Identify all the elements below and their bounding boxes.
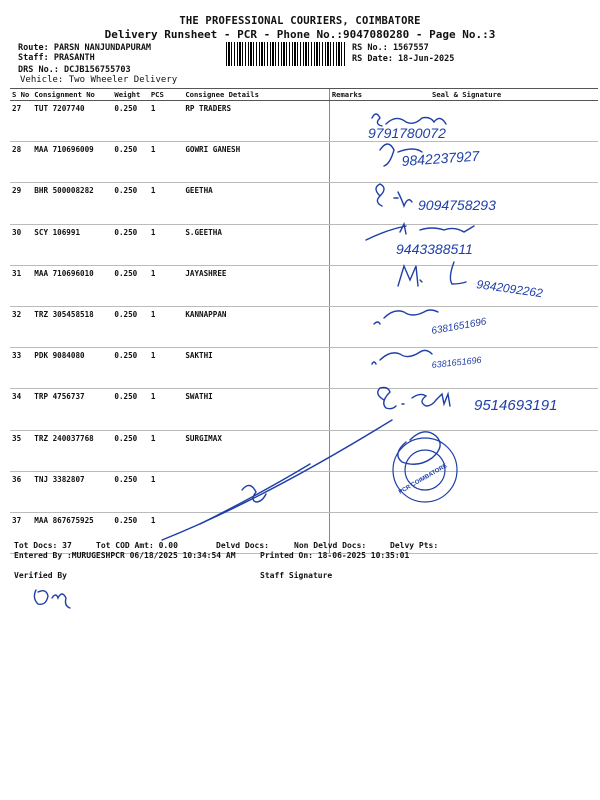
cell-remarks xyxy=(329,183,382,224)
cell-sno: 34 xyxy=(10,389,32,430)
header-consignment: Consignment No xyxy=(32,89,112,101)
cell-signature xyxy=(382,183,598,224)
runsheet-table xyxy=(10,88,598,554)
cell-consignee: SAKTHI xyxy=(183,348,329,389)
table-row xyxy=(10,306,598,347)
cell-pcs: 1 xyxy=(149,389,183,430)
company-title: THE PROFESSIONAL COURIERS, COIMBATORE xyxy=(179,15,421,27)
cell-sno: 37 xyxy=(10,512,32,553)
cell-weight: 0.250 xyxy=(112,265,148,306)
table-row xyxy=(10,183,598,224)
cell-consignment: TUT 7207740 xyxy=(32,101,112,142)
cell-sno: 35 xyxy=(10,430,32,471)
cell-pcs: 1 xyxy=(149,348,183,389)
verified-signature xyxy=(34,590,70,608)
cell-weight: 0.250 xyxy=(112,224,148,265)
rs-number: RS No.: 1567557 xyxy=(352,43,429,53)
cell-consignee: GEETHA xyxy=(183,183,329,224)
table-row xyxy=(10,224,598,265)
cell-signature xyxy=(382,306,598,347)
cell-weight: 0.250 xyxy=(112,306,148,347)
handwritten-phone-28: 9842237927 xyxy=(401,147,480,169)
cell-weight: 0.250 xyxy=(112,430,148,471)
cell-weight: 0.250 xyxy=(112,512,148,553)
header-sno: S No xyxy=(10,89,32,101)
table-row xyxy=(10,389,598,430)
cell-remarks xyxy=(329,142,382,183)
cell-sno: 32 xyxy=(10,306,32,347)
cell-consignee: RP TRADERS xyxy=(183,101,329,142)
delivered-docs: Delvd Docs: xyxy=(216,541,269,550)
handwritten-phone-33: 6381651696 xyxy=(431,354,482,370)
cell-consignee: SURGIMAX xyxy=(183,430,329,471)
cell-consignment: PDK 9084080 xyxy=(32,348,112,389)
cell-pcs: 1 xyxy=(149,265,183,306)
cell-consignment: TRZ 305458518 xyxy=(32,306,112,347)
table-row xyxy=(10,265,598,306)
delivery-points: Delvy Pts: xyxy=(390,541,439,550)
cell-weight: 0.250 xyxy=(112,471,148,512)
cell-pcs: 1 xyxy=(149,512,183,553)
cell-consignee: GOWRI GANESH xyxy=(183,142,329,183)
cell-consignee: SWATHI xyxy=(183,389,329,430)
entered-by: Entered By :MURUGESHPCR 06/18/2025 10:34:54 AM xyxy=(14,551,236,560)
table-row xyxy=(10,101,598,142)
cell-remarks xyxy=(329,389,382,430)
cell-consignment: TRP 4756737 xyxy=(32,389,112,430)
cell-weight: 0.250 xyxy=(112,389,148,430)
cell-weight: 0.250 xyxy=(112,183,148,224)
cell-sno: 30 xyxy=(10,224,32,265)
cell-consignment: MAA 867675925 xyxy=(32,512,112,553)
header-consignee: Consignee Details xyxy=(183,89,329,101)
cell-pcs: 1 xyxy=(149,142,183,183)
cell-consignee: KANNAPPAN xyxy=(183,306,329,347)
cell-consignee: S.GEETHA xyxy=(183,224,329,265)
cell-consignee xyxy=(183,471,329,512)
cell-signature xyxy=(382,142,598,183)
header-pcs: PCS xyxy=(149,89,183,101)
cell-signature xyxy=(382,101,598,142)
cell-signature xyxy=(382,224,598,265)
vehicle-label: Vehicle: Two Wheeler Delivery xyxy=(20,75,178,85)
cell-signature xyxy=(382,348,598,389)
cell-sno: 29 xyxy=(10,183,32,224)
cell-remarks xyxy=(329,306,382,347)
handwritten-phone-34: 9514693191 xyxy=(474,397,558,414)
header-weight: Weight xyxy=(112,89,148,101)
table-header-row xyxy=(10,89,598,101)
cell-sno: 33 xyxy=(10,348,32,389)
header-remarks: Remarks xyxy=(329,89,382,101)
cell-signature xyxy=(382,389,598,430)
cell-signature xyxy=(382,265,598,306)
cell-remarks xyxy=(329,101,382,142)
cell-pcs: 1 xyxy=(149,183,183,224)
cell-pcs: 1 xyxy=(149,101,183,142)
cell-consignment: SCY 106991 xyxy=(32,224,112,265)
handwritten-phone-29: 9094758293 xyxy=(418,197,496,213)
cell-pcs: 1 xyxy=(149,471,183,512)
handwritten-phone-32: 6381651696 xyxy=(430,316,488,337)
cell-sno: 27 xyxy=(10,101,32,142)
table-row xyxy=(10,142,598,183)
verified-by-label: Verified By xyxy=(14,571,67,580)
cell-remarks xyxy=(329,430,382,471)
cell-sno: 31 xyxy=(10,265,32,306)
cell-remarks xyxy=(329,265,382,306)
cell-signature xyxy=(382,471,598,512)
cell-consignee: JAYASHREE xyxy=(183,265,329,306)
cell-weight: 0.250 xyxy=(112,142,148,183)
non-delivered-docs: Non Delvd Docs: xyxy=(294,541,367,550)
table-row xyxy=(10,430,598,471)
cell-pcs: 1 xyxy=(149,306,183,347)
table-row xyxy=(10,471,598,512)
cell-pcs: 1 xyxy=(149,224,183,265)
cell-weight: 0.250 xyxy=(112,348,148,389)
staff-signature-label: Staff Signature xyxy=(260,571,333,580)
total-docs: Tot Docs: 37 xyxy=(14,541,72,550)
header-seal-signature: Seal & Signature xyxy=(382,89,598,101)
handwritten-phone-30: 9443388511 xyxy=(396,241,473,257)
cell-pcs: 1 xyxy=(149,430,183,471)
cell-consignment: TNJ 3382807 xyxy=(32,471,112,512)
cell-consignment: BHR 500008282 xyxy=(32,183,112,224)
rs-date: RS Date: 18-Jun-2025 xyxy=(352,54,455,64)
cell-consignment: TRZ 240037768 xyxy=(32,430,112,471)
barcode-image xyxy=(226,42,346,66)
cell-sno: 28 xyxy=(10,142,32,183)
cell-sno: 36 xyxy=(10,471,32,512)
runsheet-title: Delivery Runsheet - PCR - Phone No.:9047080280 - Page No.:3 xyxy=(104,28,496,41)
printed-on: Printed On: 18-06-2025 10:35:01 xyxy=(260,551,410,560)
total-cod: Tot COD Amt: 0.00 xyxy=(96,541,178,550)
drs-number: DRS No.: DCJB156755703 xyxy=(18,65,131,75)
table-row xyxy=(10,348,598,389)
cell-consignment: MAA 710696009 xyxy=(32,142,112,183)
cell-remarks xyxy=(329,348,382,389)
staff-label: Staff: PRASANTH xyxy=(18,53,95,63)
cell-remarks xyxy=(329,471,382,512)
route-label: Route: PARSN NANJUNDAPURAM xyxy=(18,43,152,53)
cell-signature xyxy=(382,430,598,471)
cell-remarks xyxy=(329,224,382,265)
handwritten-phone-27: 9791780072 xyxy=(368,125,446,141)
cell-weight: 0.250 xyxy=(112,101,148,142)
stamp-text: PCR COIMBATORE xyxy=(398,463,449,496)
cell-consignment: MAA 710696010 xyxy=(32,265,112,306)
handwritten-phone-31: 9842092262 xyxy=(475,277,544,301)
